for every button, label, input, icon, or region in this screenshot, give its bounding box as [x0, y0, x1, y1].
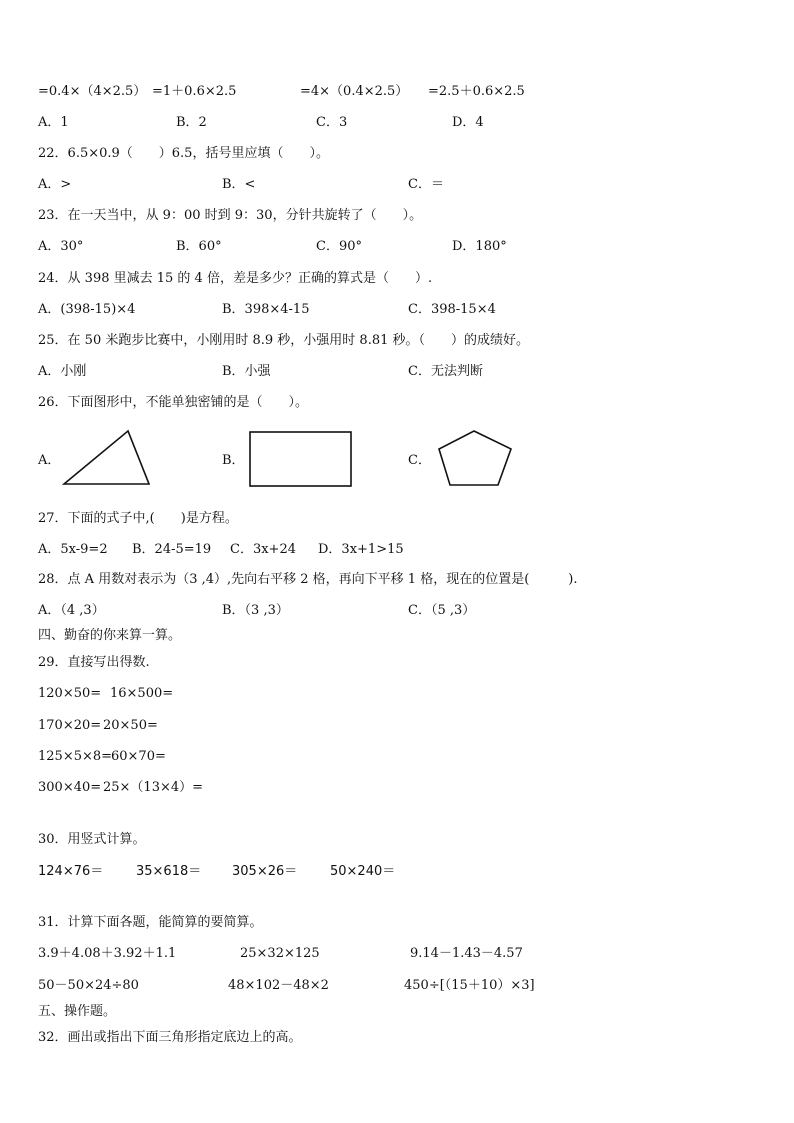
q25-option-c[interactable]: C．无法判断	[408, 364, 483, 379]
q21-step-1: =0.4×（4×2.5）	[38, 84, 147, 99]
q31-item: 9.14－1.43－4.57	[410, 946, 523, 961]
q31-item: 450÷[（15＋10）×3]	[404, 978, 535, 993]
q22-option-b[interactable]: B．<	[222, 177, 256, 192]
q27-option-d[interactable]: D．3x+1>15	[318, 542, 404, 557]
rectangle-icon[interactable]	[249, 430, 353, 488]
triangle-icon[interactable]	[60, 428, 152, 488]
q31-item: 50－50×24÷80	[38, 978, 139, 993]
q31-item: 25×32×125	[240, 946, 320, 961]
q21-option-b[interactable]: B．2	[176, 115, 207, 130]
q29-question: 29．直接写出得数.	[38, 655, 150, 670]
q29-item: 125×5×8=	[38, 749, 113, 764]
q23-option-d[interactable]: D．180°	[452, 239, 507, 254]
q24-option-c[interactable]: C．398-15×4	[408, 302, 496, 317]
q29-item: 120×50=	[38, 686, 102, 701]
pentagon-icon[interactable]	[436, 428, 516, 488]
q28-question: 28．点 A 用数对表示为（3 ,4）,先向右平移 2 格，再向下平移 1 格，现在的位置是( ).	[38, 572, 578, 587]
q26-option-c[interactable]: C．	[408, 453, 431, 468]
q29-item: 20×50=	[103, 718, 158, 733]
q30-item: 305×26＝	[232, 864, 298, 879]
q29-item: 300×40=	[38, 780, 102, 795]
q24-option-a[interactable]: A．(398-15)×4	[38, 302, 136, 317]
q25-option-b[interactable]: B．小强	[222, 364, 271, 379]
q23-option-b[interactable]: B．60°	[176, 239, 222, 254]
q28-option-c[interactable]: C．（5 ,3）	[408, 603, 476, 618]
q21-step-4: =2.5＋0.6×2.5	[428, 84, 525, 99]
q30-item: 124×76＝	[38, 864, 104, 879]
q29-item: 170×20=	[38, 718, 102, 733]
q29-item: 60×70=	[111, 749, 166, 764]
q21-option-a[interactable]: A．1	[38, 115, 69, 130]
q24-option-b[interactable]: B．398×4-15	[222, 302, 310, 317]
q26-option-b[interactable]: B．	[222, 453, 245, 468]
q25-question: 25．在 50 米跑步比赛中，小刚用时 8.9 秒，小强用时 8.81 秒。（ ）的成绩好。	[38, 333, 529, 348]
q27-option-a[interactable]: A．5x-9=2	[38, 542, 108, 557]
q26-option-a[interactable]: A．	[38, 453, 61, 468]
q32-question: 32．画出或指出下面三角形指定底边上的高。	[38, 1030, 302, 1045]
q21-option-c[interactable]: C．3	[316, 115, 348, 130]
q29-item: 16×500=	[110, 686, 174, 701]
q23-option-a[interactable]: A．30°	[38, 239, 84, 254]
q30-item: 35×618＝	[136, 864, 202, 879]
q22-option-a[interactable]: A．>	[38, 177, 72, 192]
q24-question: 24．从 398 里减去 15 的 4 倍，差是多少？正确的算式是（ ）.	[38, 271, 433, 286]
q28-option-b[interactable]: B．（3 ,3）	[222, 603, 289, 618]
q22-option-c[interactable]: C．＝	[408, 177, 444, 192]
q21-step-3: =4×（0.4×2.5）	[300, 84, 409, 99]
q25-option-a[interactable]: A．小刚	[38, 364, 87, 379]
q27-question: 27．下面的式子中,( )是方程。	[38, 511, 238, 526]
q27-option-b[interactable]: B．24-5=19	[132, 542, 212, 557]
q23-question: 23．在一天当中，从 9：00 时到 9：30，分针共旋转了（ ）。	[38, 208, 423, 223]
q21-step-2: =1＋0.6×2.5	[152, 84, 237, 99]
q23-option-c[interactable]: C．90°	[316, 239, 362, 254]
q28-option-a[interactable]: A．（4 ,3）	[38, 603, 105, 618]
section-4-title: 四、勤奋的你来算一算。	[38, 628, 182, 643]
q30-item: 50×240＝	[330, 864, 396, 879]
q27-option-c[interactable]: C．3x+24	[230, 542, 296, 557]
q29-item: 25×（13×4）=	[103, 780, 204, 795]
q31-question: 31．计算下面各题，能简算的要简算。	[38, 915, 263, 930]
q22-question: 22．6.5×0.9（ ）6.5，括号里应填（ ）。	[38, 146, 329, 161]
section-5-title: 五、操作题。	[38, 1004, 117, 1019]
q21-option-d[interactable]: D．4	[452, 115, 484, 130]
q31-item: 48×102－48×2	[228, 978, 329, 993]
q30-question: 30．用竖式计算。	[38, 832, 146, 847]
q26-question: 26．下面图形中，不能单独密铺的是（ ）。	[38, 395, 309, 410]
q31-item: 3.9＋4.08＋3.92＋1.1	[38, 946, 177, 961]
